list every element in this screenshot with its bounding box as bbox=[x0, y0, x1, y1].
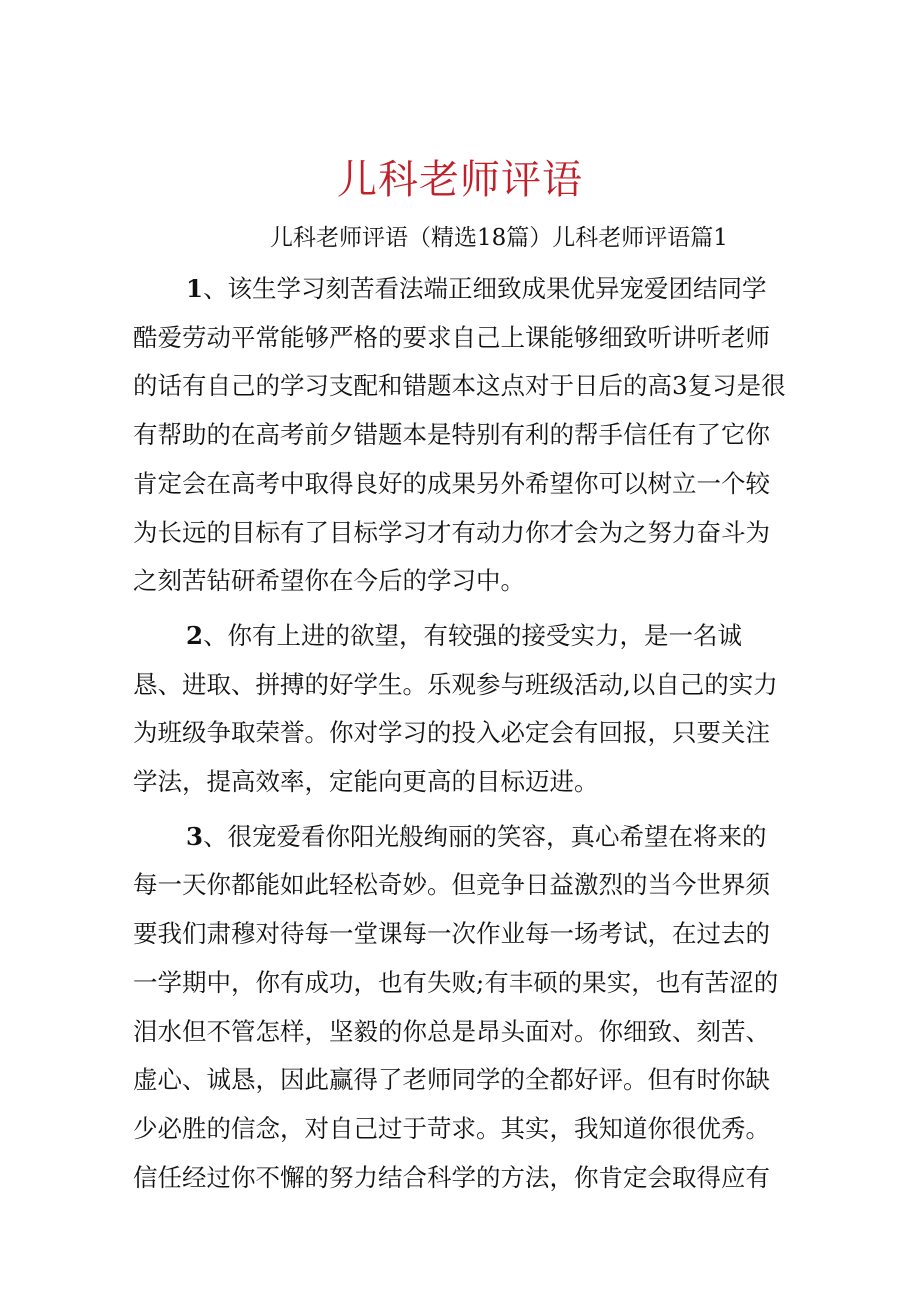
paragraph-line: 信任经过你不懈的努力结合科学的方法，你肯定会取得应有 bbox=[133, 1162, 770, 1192]
document-body bbox=[133, 265, 798, 1208]
paragraph-line: 之刻苦钻研希望你在今后的学习中。 bbox=[133, 566, 525, 596]
paragraph-line: 泪水但不管怎样，坚毅的你总是昂头面对。你细致、刻苦、 bbox=[133, 1016, 770, 1046]
paragraph-line: 有帮助的在高考前夕错题本是特别有利的帮手信任有了它你 bbox=[133, 420, 770, 450]
paragraph-number: 2 bbox=[186, 620, 204, 650]
paragraph-number: 1 bbox=[186, 274, 204, 303]
paragraph-1 bbox=[133, 265, 798, 606]
paragraph-line: 恳、进取、拼搏的好学生。乐观参与班级活动,以自己的实力 bbox=[133, 669, 778, 699]
paragraph-3 bbox=[133, 813, 798, 1203]
paragraph-line: 为班级争取荣誉。你对学习的投入必定会有回报，只要关注 bbox=[133, 718, 770, 748]
paragraph-line: 少必胜的信念，对自己过于苛求。其实，我知道你很优秀。 bbox=[133, 1113, 770, 1143]
paragraph-line: 一学期中，你有成功，也有失败;有丰硕的果实，也有苦涩的 bbox=[133, 967, 779, 997]
paragraph-line: 学法，提高效率，定能向更高的目标迈进。 bbox=[133, 767, 599, 797]
document-subtitle: 儿科老师评语（精选18篇）儿科老师评语篇1 bbox=[270, 225, 728, 251]
paragraph-line: 每一天你都能如此轻松奇妙。但竞争日益激烈的当今世界须 bbox=[133, 870, 770, 900]
paragraph-line: 3、很宠爱看你阳光般绚丽的笑容，真心希望在将来的 bbox=[186, 821, 767, 851]
paragraph-line: 要我们肃穆对待每一堂课每一次作业每一场考试，在过去的 bbox=[133, 919, 770, 949]
paragraph-line: 1、该生学习刻苦看法端正细致成果优异宠爱团结同学 bbox=[186, 274, 767, 303]
paragraph-line: 酷爱劳动平常能够严格的要求自己上课能够细致听讲听老师 bbox=[133, 322, 770, 352]
paragraph-number: 3 bbox=[186, 821, 204, 851]
paragraph-line: 2、你有上进的欲望，有较强的接受实力，是一名诚 bbox=[186, 620, 743, 650]
paragraph-2 bbox=[133, 612, 798, 807]
paragraph-line: 肯定会在高考中取得良好的成果另外希望你可以树立一个较 bbox=[133, 468, 770, 498]
paragraph-line: 的话有自己的学习支配和错题本这点对于日后的高3复习是很 bbox=[133, 371, 786, 401]
paragraph-line: 虚心、诚恳，因此赢得了老师同学的全都好评。但有时你缺 bbox=[133, 1065, 770, 1095]
document-title: 儿科老师评语 bbox=[337, 157, 583, 203]
paragraph-line: 为长远的目标有了目标学习才有动力你才会为之努力奋斗为 bbox=[133, 517, 770, 547]
